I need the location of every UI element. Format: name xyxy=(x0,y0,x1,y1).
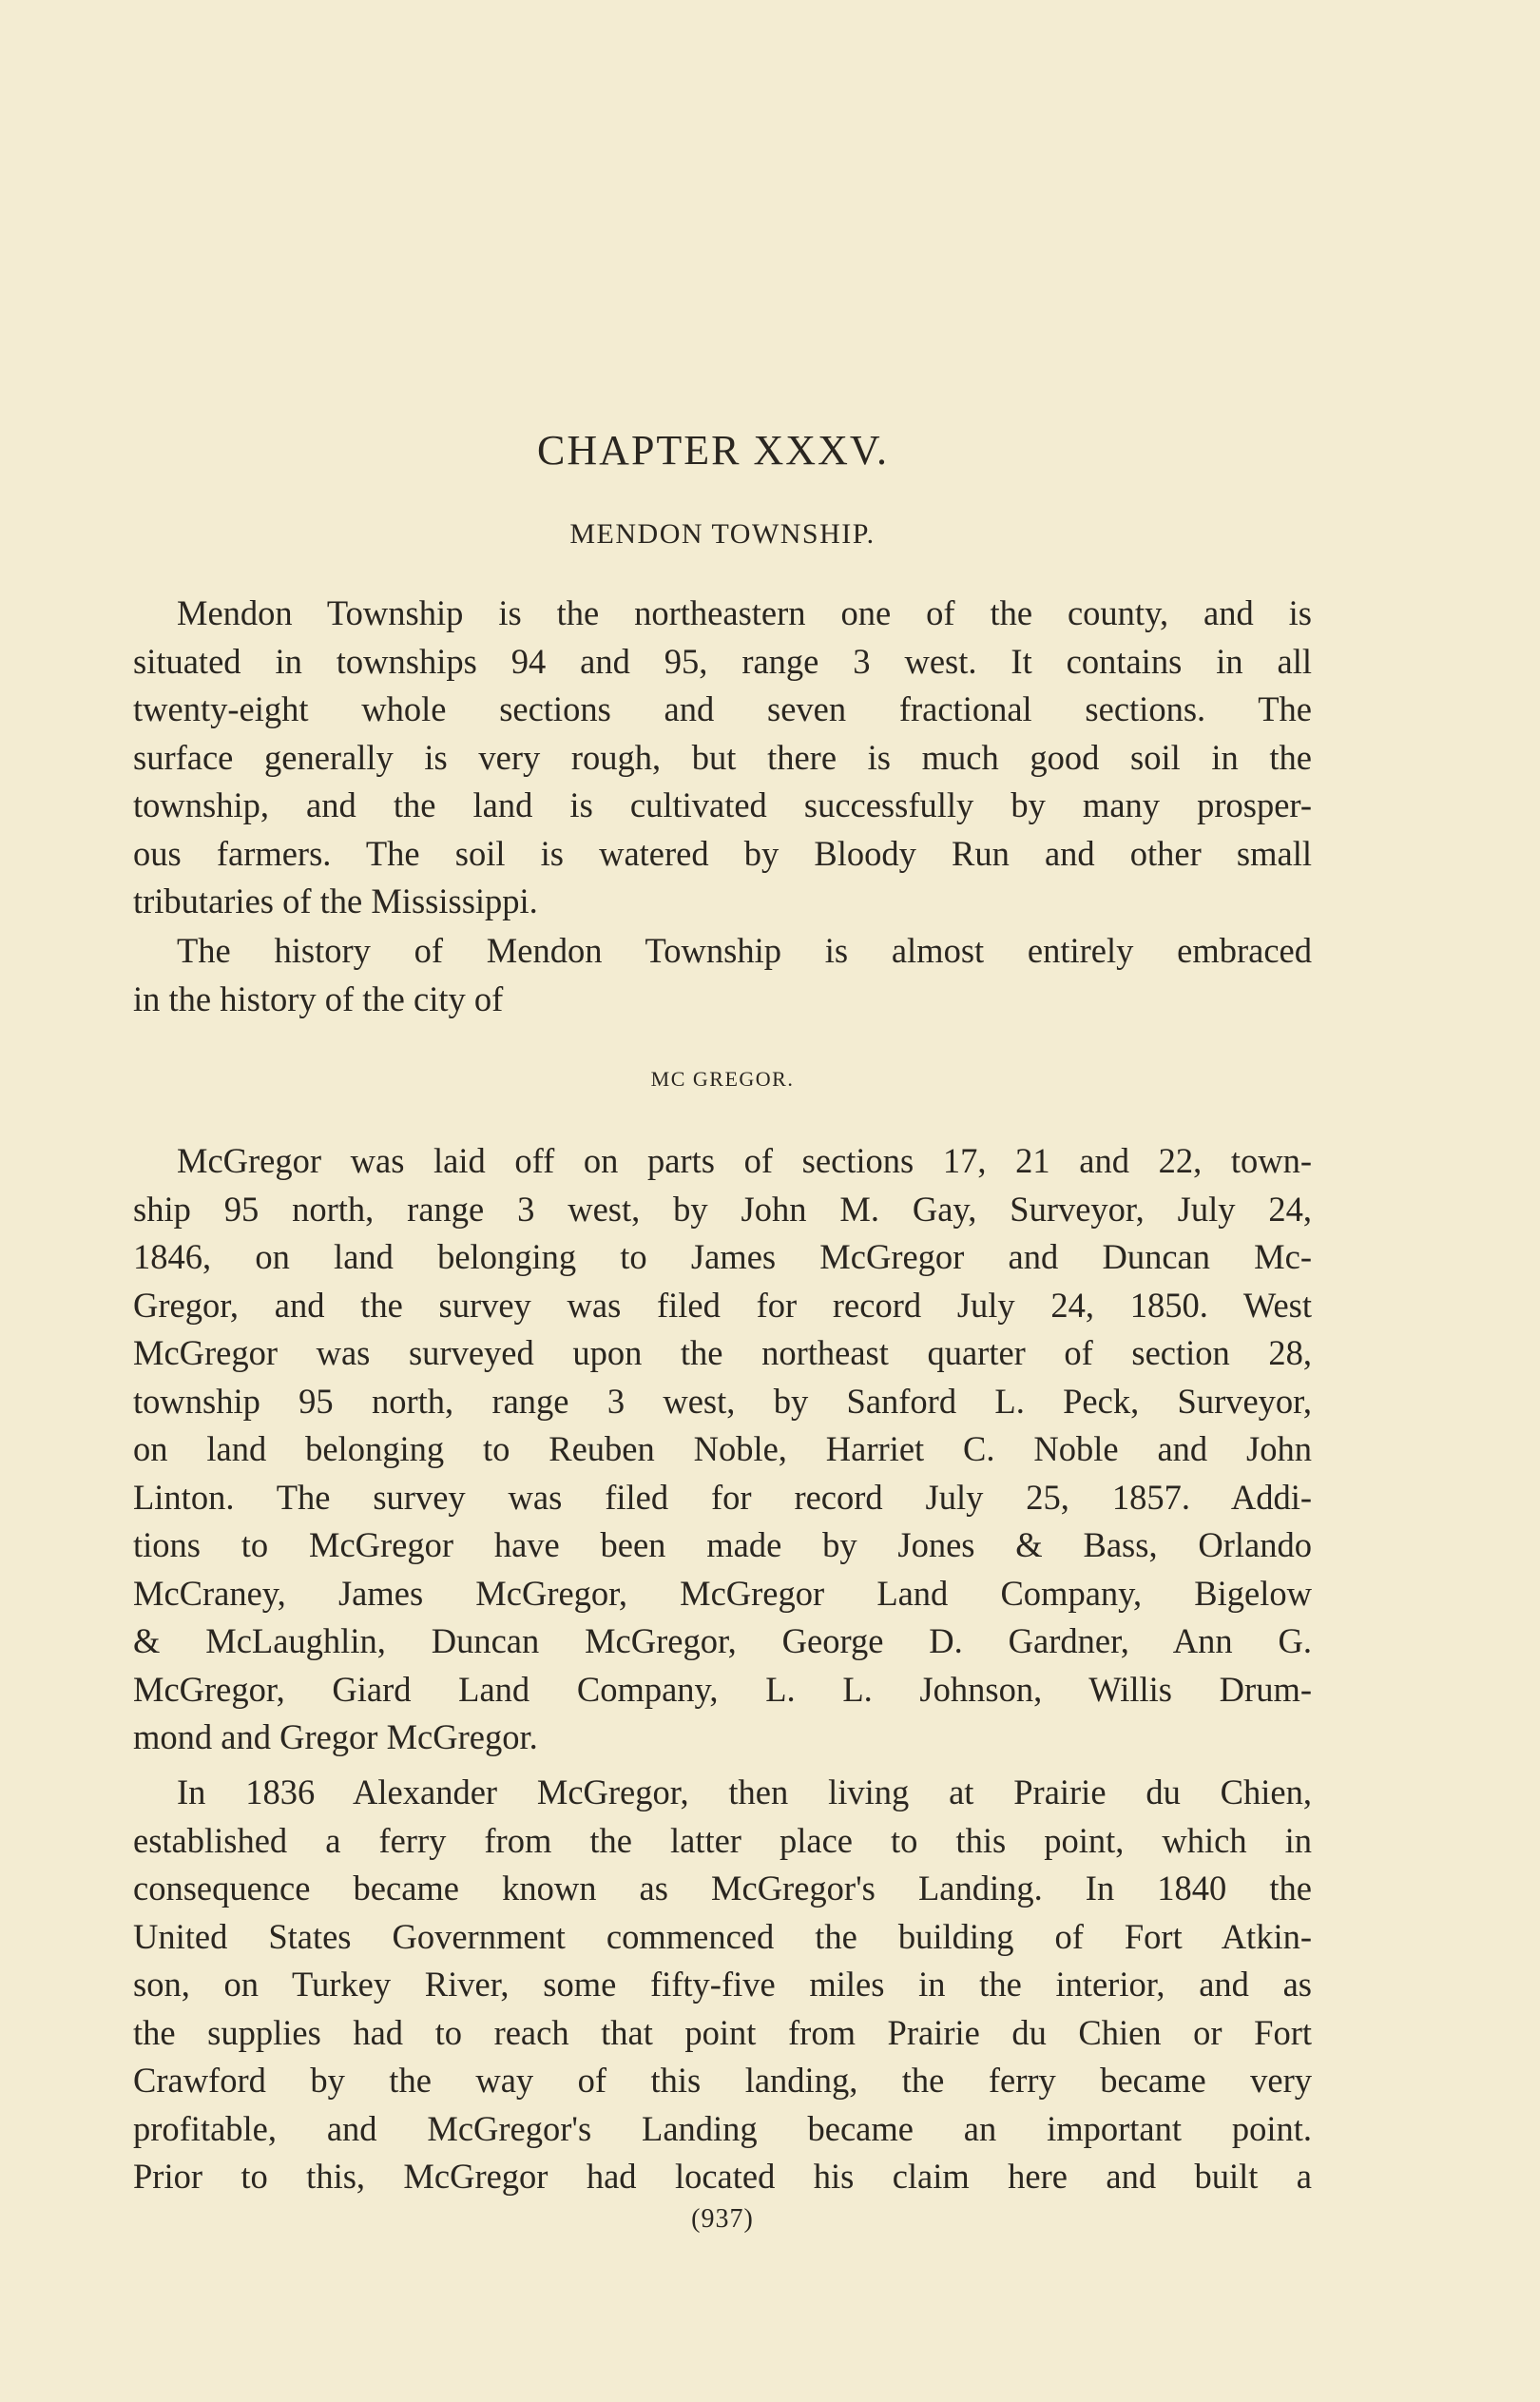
text-line: mond and Gregor McGregor. xyxy=(133,1717,538,1756)
text-line: Gregor, and the survey was filed for record July 24, 1850. West xyxy=(133,1285,1312,1325)
text-line: surface generally is very rough, but there is much good soil in the xyxy=(133,737,1312,777)
text-line: consequence became known as McGregor's Landing. In 1840 the xyxy=(133,1869,1312,1908)
page-number: (937) xyxy=(691,2204,754,2234)
paragraph-history xyxy=(133,927,1312,1023)
text-line: established a ferry from the latter place to this point, which in xyxy=(133,1820,1312,1860)
text-line: township 95 north, range 3 west, by Sanford L. Peck, Surveyor, xyxy=(133,1381,1312,1421)
text-line: McGregor, Giard Land Company, L. L. Johnson, Willis Drum- xyxy=(133,1669,1312,1709)
subheading: MC GREGOR. xyxy=(650,1067,795,1091)
text-line: & McLaughlin, Duncan McGregor, George D. Gardner, Ann G. xyxy=(133,1621,1312,1660)
text-line: McCraney, James McGregor, McGregor Land Company, Bigelow xyxy=(133,1573,1312,1613)
text-line: Linton. The survey was filed for record July 25, 1857. Addi- xyxy=(133,1477,1312,1517)
text-line: on land belonging to Reuben Noble, Harriet C. Noble and John xyxy=(133,1429,1312,1468)
text-line: United States Government commenced the building of Fort Atkin- xyxy=(133,1916,1312,1956)
paragraph-ferry xyxy=(133,1769,1312,2201)
text-line: situated in townships 94 and 95, range 3 west. It contains in all xyxy=(133,641,1312,681)
text-line: 1846, on land belonging to James McGregor and Duncan Mc- xyxy=(133,1237,1312,1276)
text-line: the supplies had to reach that point from Prairie du Chien or Fort xyxy=(133,2012,1312,2052)
text-line: tributaries of the Mississippi. xyxy=(133,881,538,920)
text-line: Mendon Township is the northeastern one of the county, and is xyxy=(177,593,1312,632)
text-line: ous farmers. The soil is watered by Bloody Run and other small xyxy=(133,833,1312,873)
text-line: Prior to this, McGregor had located his claim here and built a xyxy=(133,2157,1312,2196)
text-line: Crawford by the way of this landing, the ferry became very xyxy=(133,2061,1312,2100)
text-line: twenty-eight whole sections and seven fractional sections. The xyxy=(133,689,1312,728)
text-line: profitable, and McGregor's Landing became an important point. xyxy=(133,2108,1312,2148)
text-line: In 1836 Alexander McGregor, then living at Prairie du Chien, xyxy=(177,1772,1312,1811)
text-line: McGregor was laid off on parts of sections 17, 21 and 22, town- xyxy=(177,1141,1312,1180)
chapter-heading: CHAPTER XXXV. xyxy=(537,427,889,474)
text-line: The history of Mendon Township is almost entirely embraced xyxy=(177,931,1312,970)
text-line: township, and the land is cultivated successfully by many prosper- xyxy=(133,785,1312,824)
text-line: McGregor was surveyed upon the northeast quarter of section 28, xyxy=(133,1333,1312,1372)
text-line: ship 95 north, range 3 west, by John M. Gay, Surveyor, July 24, xyxy=(133,1189,1312,1229)
paragraph-survey xyxy=(133,1137,1312,1762)
text-line: son, on Turkey River, some fifty-five miles in the interior, and as xyxy=(133,1965,1312,2004)
section-title: MENDON TOWNSHIP. xyxy=(569,518,876,550)
text-line: in the history of the city of xyxy=(133,978,504,1018)
paragraph-intro xyxy=(133,590,1312,926)
text-line: tions to McGregor have been made by Jones & Bass, Orlando xyxy=(133,1525,1312,1564)
